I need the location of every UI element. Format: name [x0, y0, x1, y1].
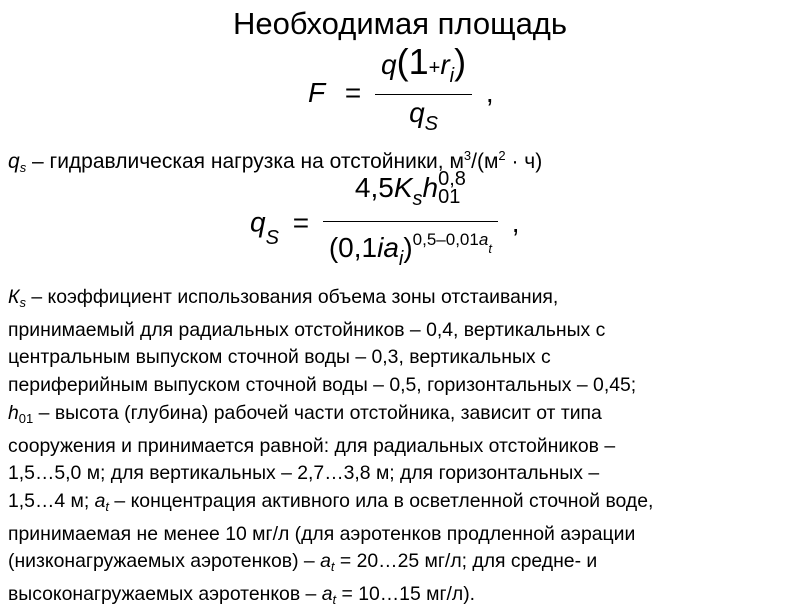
- qs-unit-end: · ч): [505, 150, 543, 173]
- formula2-comma: ,: [511, 206, 520, 238]
- formula1-comma: ,: [485, 77, 494, 108]
- paragraph-line: [8, 284, 798, 317]
- formula1-numerator: [375, 41, 472, 95]
- formula1-num-r-sub: i: [449, 65, 455, 87]
- paragraph-line: центральным выпуском сточной воды – 0,3, вертикальных с: [8, 346, 551, 369]
- paragraph-line: [8, 548, 798, 581]
- formula1-num-open: (1: [396, 41, 429, 82]
- paragraph-line8-start: 1,5…4 м;: [8, 489, 95, 512]
- paragraph-line10-text: = 20…25 мг/л; для средне- и: [334, 550, 598, 573]
- paragraph-line11-text: = 10…15 мг/л).: [336, 583, 476, 606]
- formula2-den-close: ): [403, 232, 413, 263]
- ks-symbol-sub: s: [19, 295, 26, 310]
- paragraph-line: периферийным выпуском сточной воды – 0,5, горизонтальных – 0,45;: [8, 374, 637, 397]
- explanation-paragraph: [8, 284, 798, 614]
- paragraph-line: сооружения и принимается равной: для радиальных отстойников –: [8, 434, 616, 457]
- slide-title: Необходимая площадь: [232, 6, 568, 41]
- formula2-fraction: [323, 170, 498, 275]
- formula1-fraction: [375, 41, 472, 140]
- paragraph-line: принимаемый для радиальных отстойников – 0,4, вертикальных с: [8, 318, 606, 341]
- formula1-equals: =: [344, 77, 362, 108]
- at-symbol: a: [94, 489, 106, 512]
- ks-symbol: К: [8, 286, 20, 308]
- formula2-num-K: K: [393, 172, 413, 203]
- paragraph-line: [8, 581, 798, 614]
- formula1-lhs: F: [308, 77, 326, 108]
- formula2-denominator: [323, 222, 498, 275]
- formula2-den-ia: ia: [377, 232, 399, 263]
- paragraph-line11-start: высоконагружаемых аэротенков –: [8, 583, 322, 606]
- formula2-num-h-sup: 0,8: [438, 168, 466, 190]
- formula1-num-q: q: [381, 49, 397, 80]
- paragraph-line10-start: (низконагружаемых аэротенков) –: [8, 550, 321, 573]
- formula1-denominator: [375, 95, 472, 140]
- formula2-num-K-sub: s: [412, 188, 423, 210]
- at-symbol: a: [320, 550, 331, 573]
- formula1-den-sub: S: [424, 113, 439, 135]
- h01-symbol: h: [8, 401, 19, 424]
- at-symbol-sub: t: [330, 559, 335, 575]
- qs-unit-sup1: 3: [463, 148, 472, 163]
- formula2-lhs-sub: S: [265, 226, 279, 249]
- hydraulic-load-formula: [250, 170, 526, 275]
- paragraph-line8-text: – концентрация активного ила в осветленной сточной воде,: [109, 489, 654, 512]
- formula2-den-i-sub: i: [398, 248, 404, 270]
- area-formula: [302, 41, 500, 140]
- formula1-num-r: r: [440, 49, 450, 80]
- paragraph-line: [8, 488, 798, 521]
- formula2-den-open: (0,1: [328, 232, 378, 263]
- at-symbol-sub: t: [105, 498, 110, 514]
- qs-unit-sup2: 2: [498, 148, 506, 163]
- formula2-den-exp-sub: t: [488, 241, 492, 256]
- formula1-num-close: ): [454, 41, 467, 82]
- qs-symbol: q: [8, 150, 20, 173]
- paragraph-line5-text: – высота (глубина) рабочей части отстойника, зависит от типа: [33, 401, 602, 424]
- formula2-num-h-scripts: [438, 170, 466, 206]
- formula2-numerator: [323, 170, 498, 222]
- qs-unit-mid: /(м: [471, 150, 499, 173]
- formula2-num-h: h: [422, 172, 439, 203]
- paragraph-line: [8, 400, 798, 433]
- paragraph-line: принимаемая не менее 10 мг/л (для аэротенков продленной аэрации: [8, 522, 636, 545]
- formula2-num-h-sub: 01: [438, 186, 461, 208]
- formula2-den-exp-a: a: [478, 230, 489, 249]
- formula2-lhs: q: [250, 206, 266, 238]
- at-symbol-sub: t: [332, 592, 337, 608]
- formula1-num-plus: +: [428, 57, 441, 79]
- at-symbol: a: [321, 583, 333, 606]
- formula1-den-q: q: [409, 97, 425, 128]
- h01-symbol-sub: 01: [18, 410, 34, 426]
- qs-symbol-sub: s: [19, 160, 27, 175]
- qs-definition-text: – гидравлическая нагрузка на отстойники, м: [26, 150, 464, 173]
- formula2-den-exp: 0,5–0,01: [412, 230, 479, 249]
- formula2-num-coef: 4,5: [354, 172, 394, 203]
- formula2-equals: =: [292, 206, 310, 238]
- paragraph-line1-text: – коэффициент использования объема зоны отстаивания,: [25, 286, 559, 308]
- paragraph-line: 1,5…5,0 м; для вертикальных – 2,7…3,8 м; для горизонтальных –: [8, 462, 600, 485]
